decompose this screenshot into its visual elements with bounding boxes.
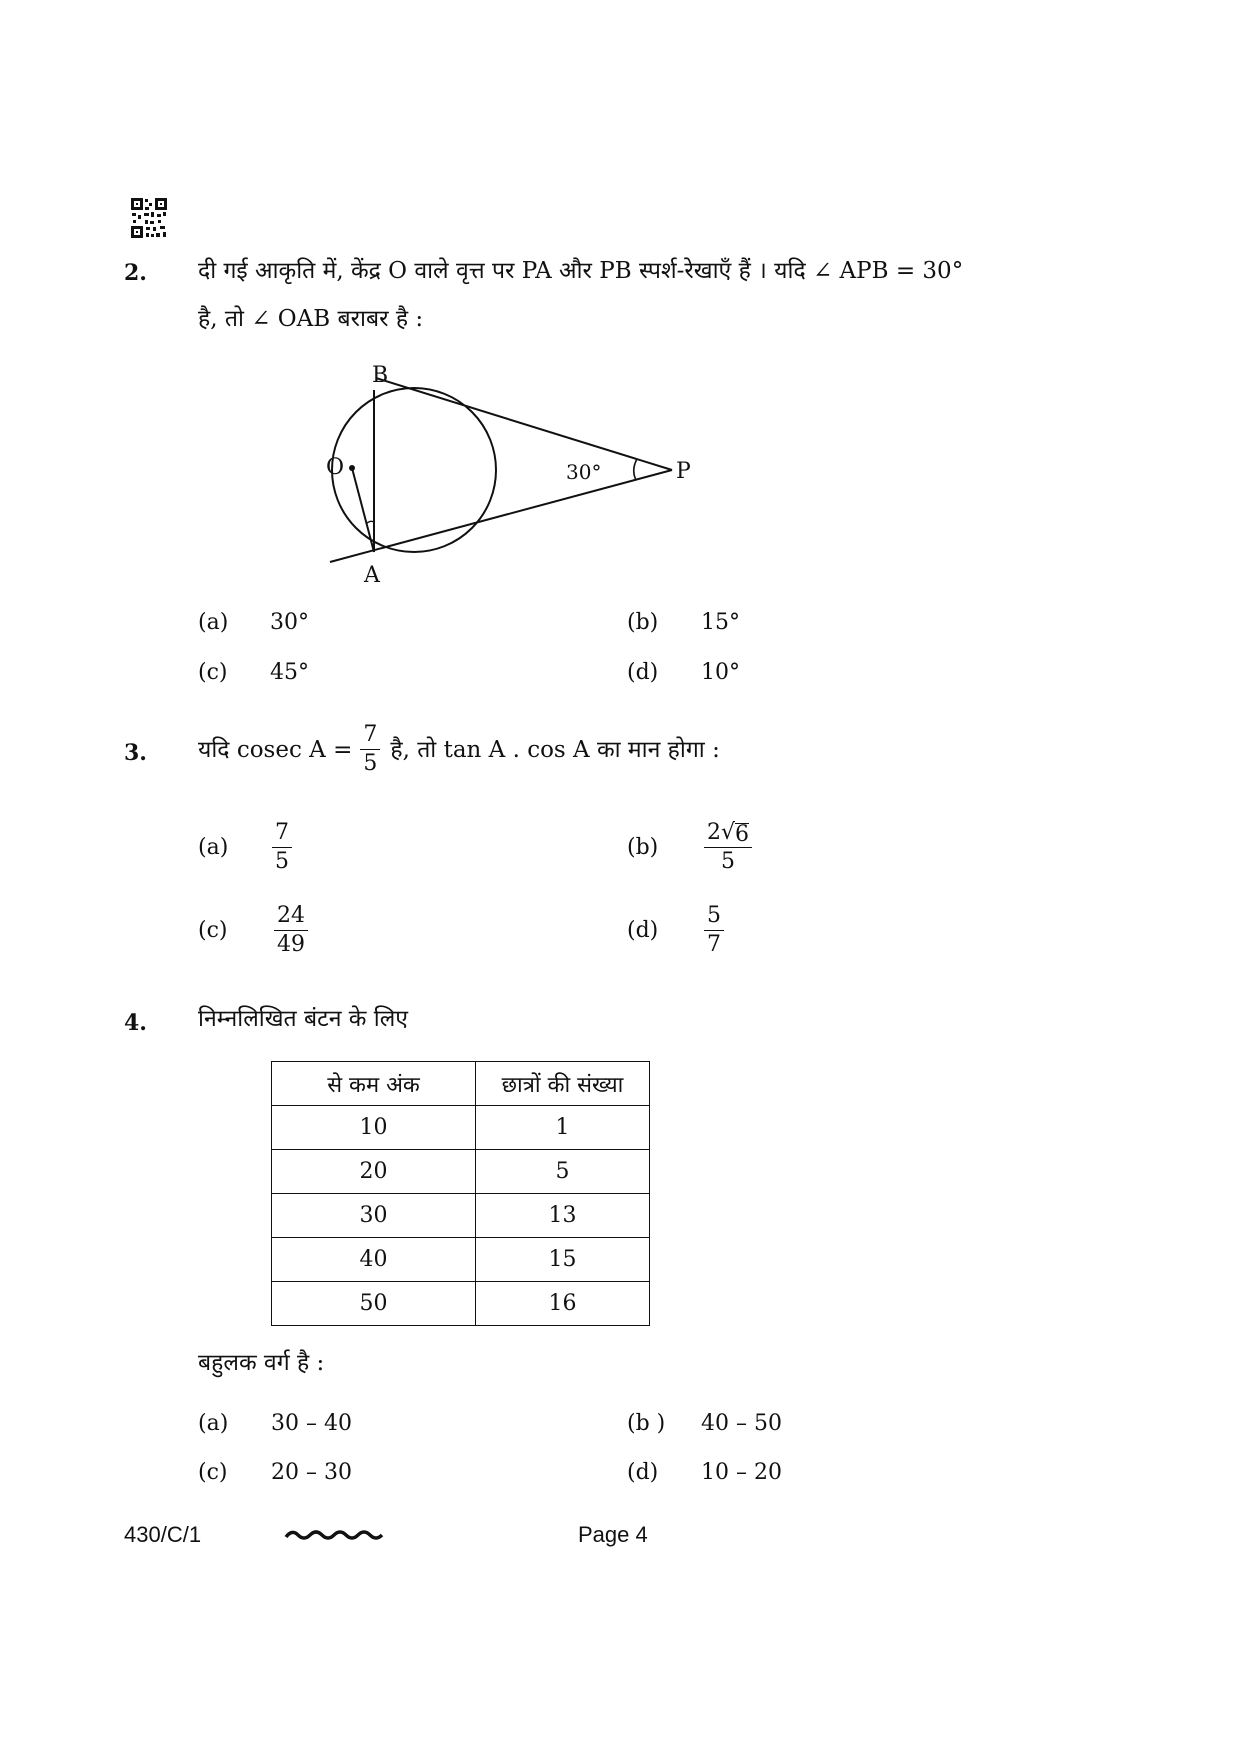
numerator: 24 [274,903,308,931]
table-row [272,1282,650,1326]
angle-arc-p [634,459,637,480]
label-o: O [326,455,345,480]
question-2-text-line2: है, तो ∠ OAB बराबर है : [198,306,424,332]
q4-option-c-value: 20 – 30 [271,1460,352,1485]
table-header-students: छात्रों की संख्या [476,1062,650,1106]
q2-option-d-label: (d) [627,660,659,685]
q4-option-a-value: 30 – 40 [271,1411,352,1436]
q3-option-c-label: (c) [198,918,228,943]
table-header-marks: से कम अंक [272,1062,476,1106]
table-header-row [272,1062,650,1106]
label-a: A [364,563,380,588]
distribution-table [271,1061,650,1326]
denominator: 5 [275,849,289,874]
q3-option-d-label: (d) [627,918,659,943]
circle [332,388,496,552]
fraction-numerator: 7 [360,722,380,750]
table-cell: 1 [476,1106,650,1150]
label-p: P [676,459,691,484]
fraction-denominator: 5 [363,751,378,776]
question-4-question: बहुलक वर्ग है : [198,1350,325,1376]
question-3-text-after: है, तो tan A . cos A का मान होगा : [390,736,720,763]
numerator: 7 [272,820,292,848]
q2-option-d-value: 10° [701,660,740,685]
question-2-text-line1: दी गई आकृति में, केंद्र O वाले वृत्त पर PA और PB स्पर्श-रेखाएँ हैं । यदि ∠ APB = 30° [198,258,964,284]
wavy-divider-icon [284,1527,384,1545]
table-cell: 40 [272,1238,476,1282]
table-cell: 20 [272,1150,476,1194]
numerator: 5 [704,903,724,931]
table-cell: 16 [476,1282,650,1326]
sqrt-icon: √ [721,820,736,845]
center-point [349,465,355,471]
q4-option-c-label: (c) [198,1460,228,1485]
question-3-text [198,722,720,777]
q3-option-b-value [704,820,752,875]
denominator: 49 [277,932,305,957]
q3-option-a-label: (a) [198,835,229,860]
table-cell: 30 [272,1194,476,1238]
table-row [272,1150,650,1194]
radius-oa [352,468,374,552]
qr-code-icon [131,198,167,238]
q2-option-b-label: (b) [627,610,659,635]
q3-option-a-value [272,820,292,875]
question-3-fraction [360,722,380,777]
q3-option-d-value [704,903,724,958]
paper-code: 430/C/1 [124,1522,202,1547]
q2-option-c-label: (c) [198,660,228,685]
radicand: 6 [735,822,750,847]
angle-label: 30° [566,460,602,484]
table-cell: 13 [476,1194,650,1238]
q3-option-b-label: (b) [627,835,659,860]
q2-option-a-value: 30° [270,610,309,635]
tangent-circle-figure [300,360,720,590]
q4-option-d-value: 10 – 20 [701,1460,782,1485]
q4-option-d-label: (d) [627,1460,659,1485]
question-4-intro: निम्नलिखित बंटन के लिए [198,1006,409,1032]
question-3-text-before: यदि cosec A = [198,736,353,763]
q2-option-a-label: (a) [198,610,229,635]
denominator: 7 [707,932,721,957]
table-cell: 50 [272,1282,476,1326]
tangent-pb [376,378,672,470]
numerator [704,820,752,848]
table-cell: 10 [272,1106,476,1150]
q4-option-a-label: (a) [198,1411,229,1436]
q4-option-b-value: 40 – 50 [701,1411,782,1436]
q4-option-b-label: (b ) [627,1411,666,1436]
table-row [272,1194,650,1238]
page-number: Page 4 [578,1522,648,1547]
q2-option-b-value: 15° [701,610,740,635]
coefficient: 2 [707,820,721,845]
q3-option-c-value [274,903,308,958]
table-cell: 5 [476,1150,650,1194]
angle-arc-a [366,521,374,524]
table-row [272,1238,650,1282]
question-4-number: 4. [124,1010,147,1036]
q2-option-c-value: 45° [270,660,309,685]
table-cell: 15 [476,1238,650,1282]
question-2-number: 2. [124,260,147,286]
question-3-number: 3. [124,740,147,766]
table-row [272,1106,650,1150]
denominator: 5 [721,849,736,874]
tangent-pa [330,470,672,562]
label-b: B [372,363,389,388]
